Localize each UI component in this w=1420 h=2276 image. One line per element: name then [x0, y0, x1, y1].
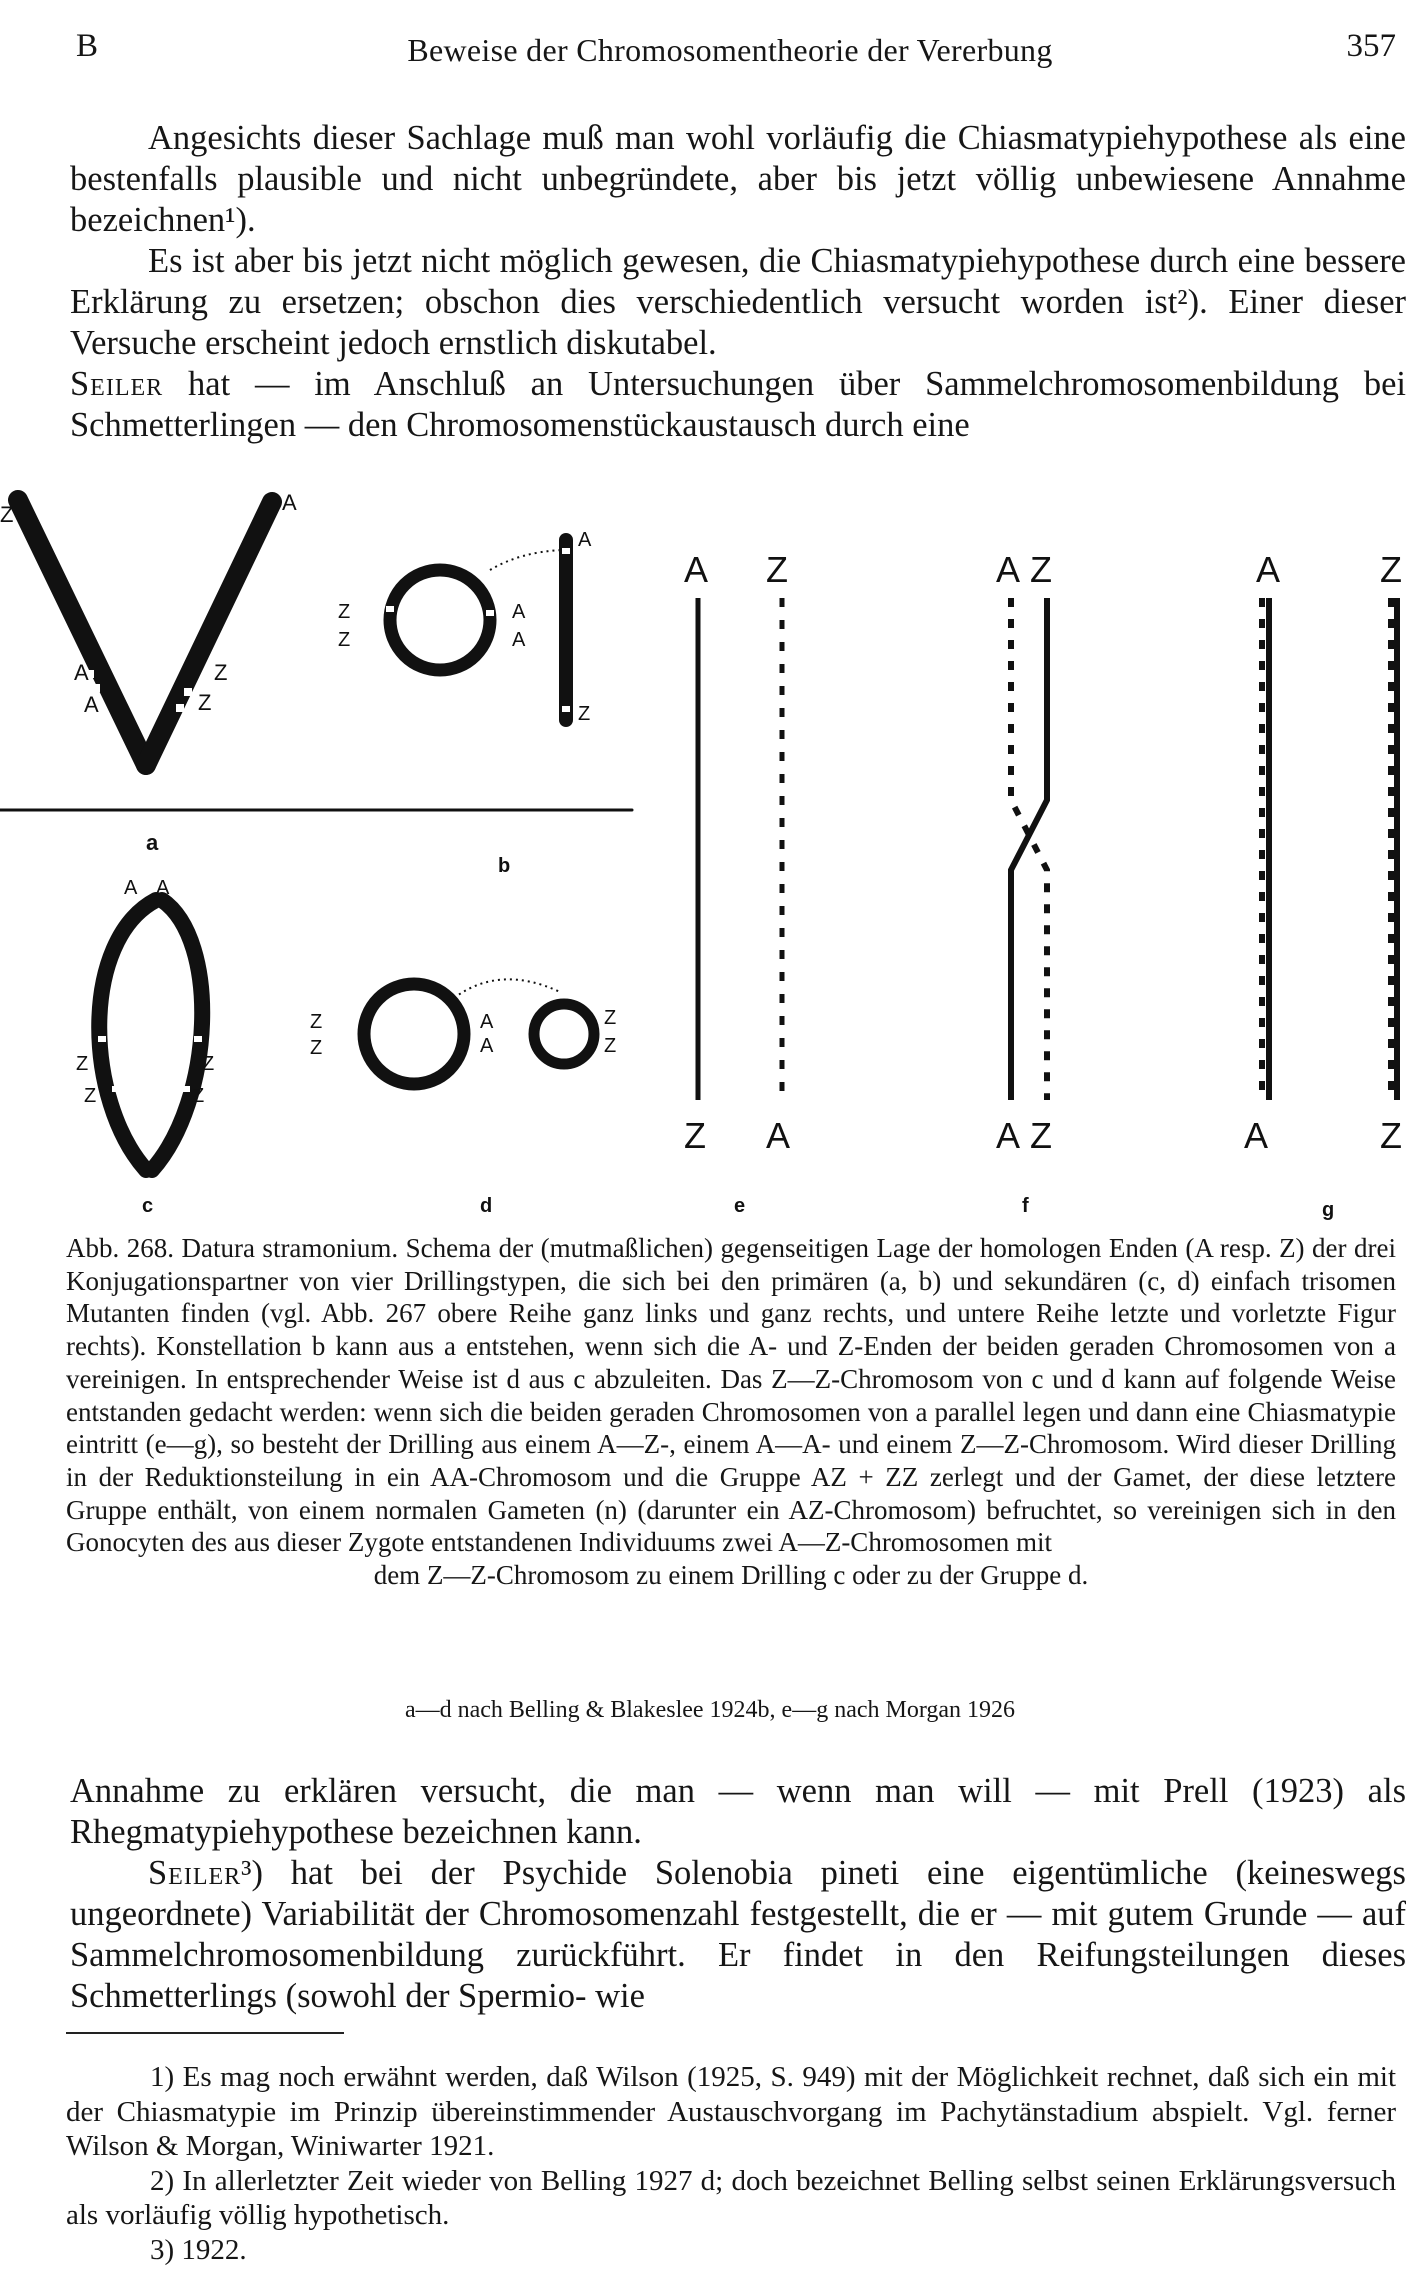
- svg-text:A: A: [480, 1011, 494, 1033]
- svg-text:A: A: [996, 1115, 1021, 1156]
- panel-label-b: b: [498, 855, 511, 877]
- svg-text:A: A: [124, 877, 138, 899]
- svg-text:Z: Z: [76, 1053, 89, 1075]
- svg-text:A: A: [684, 549, 709, 590]
- paragraph: Annahme zu erklären versucht, die man — wenn man will — mit Prell (1923) als Rhegmatypiehypothese bezeichnen kann.: [70, 1772, 1406, 1851]
- end-label: A: [84, 692, 99, 717]
- paragraph: [70, 364, 1406, 446]
- svg-text:Z: Z: [1030, 549, 1052, 590]
- panel-a: [0, 500, 632, 810]
- panel-label-f: f: [1022, 1195, 1029, 1217]
- author-name: Seiler: [148, 1854, 242, 1892]
- running-header: [64, 28, 1396, 78]
- svg-text:A: A: [512, 629, 526, 651]
- running-title: Beweise der Chromosomentheorie der Vererbung: [407, 32, 1053, 68]
- paragraph: Es ist aber bis jetzt nicht möglich gewesen, die Chiasmatypiehypothese durch eine bessere Erklärung zu ersetzen; obschon dies verschiedentlich versucht worden ist²). Einer dieser Versuche erscheint jedoch ernstlich diskutabel.: [70, 242, 1406, 362]
- svg-text:Z: Z: [192, 1085, 205, 1107]
- caption-text: Abb. 268. Datura stramonium. Schema der (mutmaßlichen) gegenseitigen Lage der homologen Enden (A resp. Z) der drei Konjugationspartner von vier Drillingstypen, die sich bei den primären (a, b) und sekundären (c, d) einfach trisomen Mutanten finden (vgl. Abb. 267 obere Reihe ganz links und ganz rechts, und untere Reihe letzte und vorletzte Figur rechts). Konstellation b kann aus a entstehen, wenn sich die A- und Z-Enden der beiden geraden Chromosomen von a vereinigen. In entsprechender Weise ist d aus c abzuleiten. Das Z—Z-Chromosom von c und d kann auf folgende Weise entstanden gedacht werden: wenn sich die beiden geraden Chromosomen von a parallel legen und dann eine Chiasmatypie eintritt (e—g), so besteht der Drilling aus einem A—Z-, einem A—A- und einem Z—Z-Chromosom. Wird dieser Drilling in der Reduktionsteilung in ein AA-Chromosom und die Gruppe AZ + ZZ zerlegt und der Gamet, der diese letztere Gruppe enthält, von einem normalen Gameten (n) (darunter ein AZ-Chromosom) befruchtet, so vereinigen sich in den Gonocyten des aus dieser Zygote entstandenen Individuums zwei A—Z-Chromosomen mit: [66, 1233, 1396, 1558]
- svg-text:Z: Z: [84, 1085, 97, 1107]
- svg-text:A: A: [1256, 549, 1281, 590]
- body-text-top: [70, 118, 1406, 446]
- svg-text:Z: Z: [604, 1007, 617, 1029]
- footnotes: [66, 2060, 1396, 2267]
- svg-text:A: A: [996, 549, 1021, 590]
- paragraph: Angesichts dieser Sachlage muß man wohl vorläufig die Chiasmatypiehypothese als eine bestenfalls plausible und nicht unbegründete, aber bis jetzt völlig unbewiesene Annahme bezeichnen¹).: [70, 119, 1406, 239]
- end-label: A: [74, 660, 89, 685]
- end-label: Z: [0, 502, 14, 527]
- svg-text:Z: Z: [578, 703, 591, 725]
- panel-label-c: c: [142, 1195, 154, 1217]
- panel-label-d: d: [480, 1195, 493, 1217]
- section-letter: B: [76, 28, 99, 64]
- panel-d: [364, 979, 594, 1084]
- end-label: Z: [214, 660, 228, 685]
- panel-label-a: a: [146, 830, 159, 855]
- svg-text:A: A: [578, 529, 592, 551]
- svg-text:Z: Z: [202, 1053, 215, 1075]
- panel-b: [390, 540, 566, 720]
- svg-text:Z: Z: [604, 1035, 617, 1057]
- paragraph: [70, 1853, 1406, 2017]
- svg-text:Z: Z: [310, 1037, 323, 1059]
- footnote: 2) In allerletzter Zeit wieder von Belling 1927 d; doch bezeichnet Belling selbst seinen Erklärungsversuch als vorläufig völlig hypothetisch.: [66, 2164, 1396, 2231]
- chromosome-diagram: [0, 480, 1420, 1240]
- svg-text:Z: Z: [766, 549, 788, 590]
- panel-label-e: e: [734, 1195, 746, 1217]
- panel-g: [1262, 598, 1397, 1100]
- svg-text:Z: Z: [338, 629, 351, 651]
- body-text-bottom: [70, 1771, 1406, 2017]
- paragraph-text: ³) hat bei der Psychide Solenobia pineti eine eigentümliche (keineswegs ungeordnete) Variabilität der Chromosomenzahl festgestellt, die er — mit gutem Grunde — auf Sammelchromosomenbildung zurückführt. Er findet in den Reifungsteilungen dieses Schmetterlings (sowohl der Spermio- wie: [70, 1854, 1406, 2015]
- svg-text:A: A: [156, 877, 170, 899]
- svg-text:Z: Z: [310, 1011, 323, 1033]
- figure-source: a—d nach Belling & Blakeslee 1924b, e—g nach Morgan 1926: [404, 1697, 1016, 1723]
- svg-text:A: A: [1244, 1115, 1269, 1156]
- svg-text:Z: Z: [1380, 549, 1402, 590]
- footnote: 1) Es mag noch erwähnt werden, daß Wilson (1925, S. 949) mit der Möglichkeit rechnet, daß sich ein mit der Chiasmatypie im Prinzip übereinstimmender Austauschvorgang im Pachytänstadium abspielt. Vgl. ferner Wilson & Morgan, Winiwarter 1921.: [66, 2061, 1396, 2162]
- svg-text:Z: Z: [338, 601, 351, 623]
- end-label: A: [282, 490, 297, 515]
- page-number: 357: [1346, 28, 1396, 64]
- end-label: Z: [198, 690, 212, 715]
- panel-f: [1011, 598, 1047, 1100]
- svg-text:A: A: [766, 1115, 791, 1156]
- author-name: Seiler: [70, 365, 164, 403]
- footnote-divider: [66, 2032, 344, 2034]
- panel-e: [698, 598, 782, 1100]
- svg-text:Z: Z: [1030, 1115, 1052, 1156]
- svg-text:Z: Z: [1380, 1115, 1402, 1156]
- caption-last-line: dem Z—Z-Chromosom zu einem Drilling c oder zu der Gruppe d.: [373, 1560, 1089, 1591]
- svg-text:A: A: [512, 601, 526, 623]
- figure-268: [0, 480, 1420, 1240]
- panel-label-g: g: [1322, 1199, 1335, 1221]
- figure-caption: [66, 1232, 1396, 1592]
- panel-c: [99, 900, 205, 1170]
- footnote: 3) 1922.: [150, 2233, 247, 2266]
- svg-text:Z: Z: [684, 1115, 706, 1156]
- paragraph-text: hat — im Anschluß an Untersuchungen über Sammelchromosomenbildung bei Schmetterlingen — den Chromosomenstückaustausch durch eine: [70, 365, 1407, 444]
- svg-text:A: A: [480, 1035, 494, 1057]
